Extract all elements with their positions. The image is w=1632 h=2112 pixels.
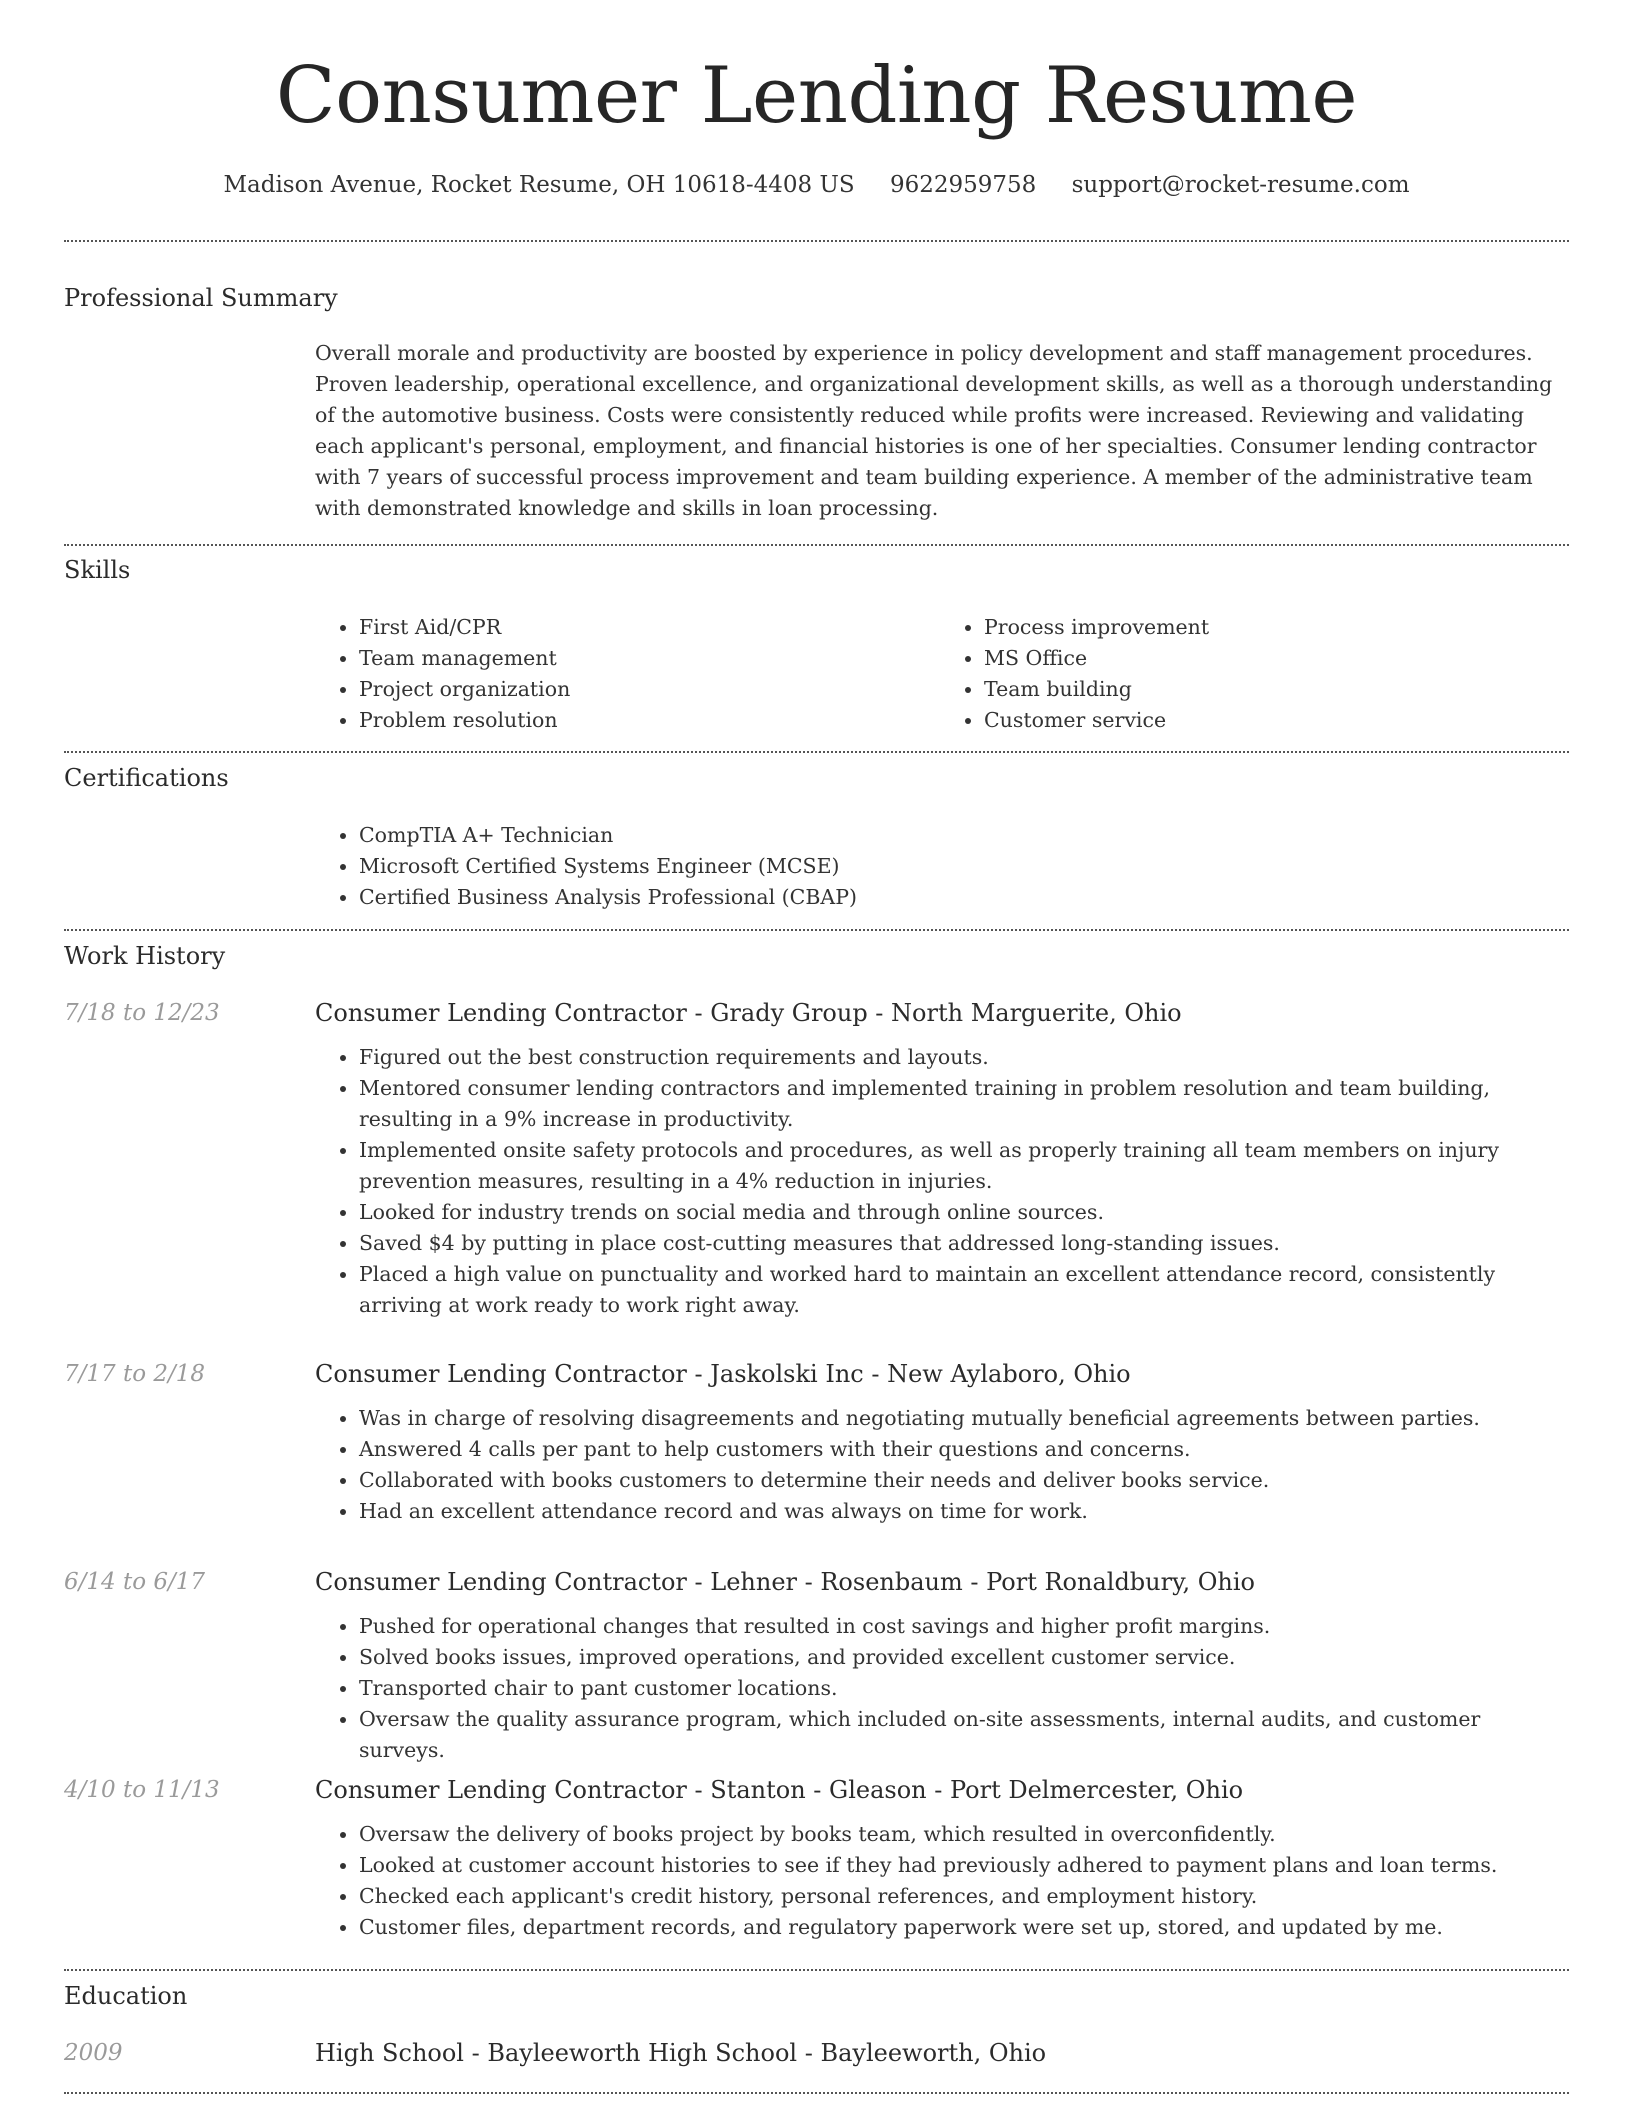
contact-line: [64, 172, 1569, 198]
job-dates: 4/10 to 11/13: [64, 1777, 220, 1803]
job-title: Consumer Lending Contractor - Grady Group - North Marguerite, Ohio: [315, 999, 1182, 1027]
skill-item: • Customer service: [984, 705, 1565, 736]
skills-list: [315, 612, 1565, 736]
job-bullet: • Had an excellent attendance record and was always on time for work.: [359, 1496, 1565, 1527]
skill-item: • First Aid/CPR: [359, 612, 940, 643]
certification-item: • CompTIA A+ Technician: [359, 820, 1565, 851]
job-bullet: • Oversaw the delivery of books project by books team, which resulted in overconfidently.: [359, 1819, 1565, 1850]
education-heading: Education: [64, 1982, 188, 2010]
divider: [64, 1969, 1569, 1971]
education-year: 2009: [64, 2040, 123, 2066]
job-title: Consumer Lending Contractor - Lehner - Rosenbaum - Port Ronaldbury, Ohio: [315, 1568, 1255, 1596]
job-bullet: • Transported chair to pant customer locations.: [359, 1673, 1565, 1704]
job-bullet: • Checked each applicant's credit history, personal references, and employment history.: [359, 1881, 1565, 1912]
certification-item: • Microsoft Certified Systems Engineer (MCSE): [359, 851, 1565, 882]
resume-title: Consumer Lending Resume: [275, 51, 1358, 141]
divider: [64, 240, 1569, 242]
job-entry: [315, 1568, 1565, 1766]
education-entry: [315, 2039, 1565, 2082]
job-bullet: • Solved books issues, improved operations, and provided excellent customer service.: [359, 1642, 1565, 1673]
summary-text: Overall morale and productivity are boosted by experience in policy development and staff management procedures. Proven leadership, operational excellence, and organizational development skills, as well as a thorough understanding of the automotive business. Costs were consistently reduced while profits were increased. Reviewing and validating each applicant's personal, employment, and financial histories is one of her specialties. Consumer lending contractor with 7 years of successful process improvement and team building experience. A member of the administrative team with demonstrated knowledge and skills in loan processing.: [315, 341, 1553, 520]
job-bullet: • Collaborated with books customers to determine their needs and deliver books service.: [359, 1465, 1565, 1496]
skills-column-left: [315, 612, 940, 736]
education-school: High School - Bayleeworth High School - Bayleeworth, Ohio: [315, 2039, 1047, 2067]
certifications-list: [315, 820, 1565, 913]
certification-item: • Certified Business Analysis Professional (CBAP): [359, 882, 1565, 913]
job-entry: [315, 999, 1565, 1321]
job-bullet: • Looked for industry trends on social media and through online sources.: [359, 1197, 1565, 1228]
job-entry: [315, 1776, 1565, 1943]
divider: [64, 751, 1569, 753]
job-dates: 7/18 to 12/23: [64, 1000, 220, 1026]
job-bullet: • Was in charge of resolving disagreements and negotiating mutually beneficial agreements between parties.: [359, 1403, 1565, 1434]
skill-item: • Project organization: [359, 674, 940, 705]
summary-body: [315, 338, 1565, 524]
job-title: Consumer Lending Contractor - Stanton - Gleason - Port Delmercester, Ohio: [315, 1776, 1244, 1804]
job-bullet: • Oversaw the quality assurance program, which included on-site assessments, internal audits, and customer surveys.: [359, 1704, 1565, 1766]
skill-item: • MS Office: [984, 643, 1565, 674]
skill-item: • Problem resolution: [359, 705, 940, 736]
skills-column-right: [940, 612, 1565, 736]
work-history-heading: Work History: [64, 942, 226, 970]
job-bullet: • Figured out the best construction requirements and layouts.: [359, 1042, 1565, 1073]
contact-phone: 9622959758: [889, 172, 1037, 198]
job-bullet: • Pushed for operational changes that resulted in cost savings and higher profit margins.: [359, 1611, 1565, 1642]
job-dates: 6/14 to 6/17: [64, 1569, 206, 1595]
job-bullet: • Mentored consumer lending contractors and implemented training in problem resolution and team building, resulting in a 9% increase in productivity.: [359, 1073, 1565, 1135]
contact-email: support@rocket-resume.com: [1071, 172, 1410, 198]
divider: [64, 544, 1569, 546]
job-bullet: • Saved $4 by putting in place cost-cutting measures that addressed long-standing issues.: [359, 1228, 1565, 1259]
skills-heading: Skills: [64, 556, 131, 584]
skill-item: • Team management: [359, 643, 940, 674]
summary-heading: Professional Summary: [64, 284, 338, 312]
job-title: Consumer Lending Contractor - Jaskolski Inc - New Aylaboro, Ohio: [315, 1360, 1131, 1388]
certifications-heading: Certifications: [64, 764, 229, 792]
skill-item: • Team building: [984, 674, 1565, 705]
job-bullet: • Implemented onsite safety protocols and procedures, as well as properly training all team members on injury prevention measures, resulting in a 4% reduction in injuries.: [359, 1135, 1565, 1197]
divider: [64, 929, 1569, 931]
job-bullet: • Customer files, department records, and regulatory paperwork were set up, stored, and updated by me.: [359, 1912, 1565, 1943]
job-bullet: • Answered 4 calls per pant to help customers with their questions and concerns.: [359, 1434, 1565, 1465]
job-bullet: • Placed a high value on punctuality and worked hard to maintain an excellent attendance record, consistently arriving at work ready to work right away.: [359, 1259, 1565, 1321]
divider: [64, 2092, 1569, 2094]
job-dates: 7/17 to 2/18: [64, 1361, 206, 1387]
contact-address: Madison Avenue, Rocket Resume, OH 10618-4408 US: [223, 172, 855, 198]
job-entry: [315, 1360, 1565, 1527]
skill-item: • Process improvement: [984, 612, 1565, 643]
job-bullet: • Looked at customer account histories to see if they had previously adhered to payment plans and loan terms.: [359, 1850, 1565, 1881]
